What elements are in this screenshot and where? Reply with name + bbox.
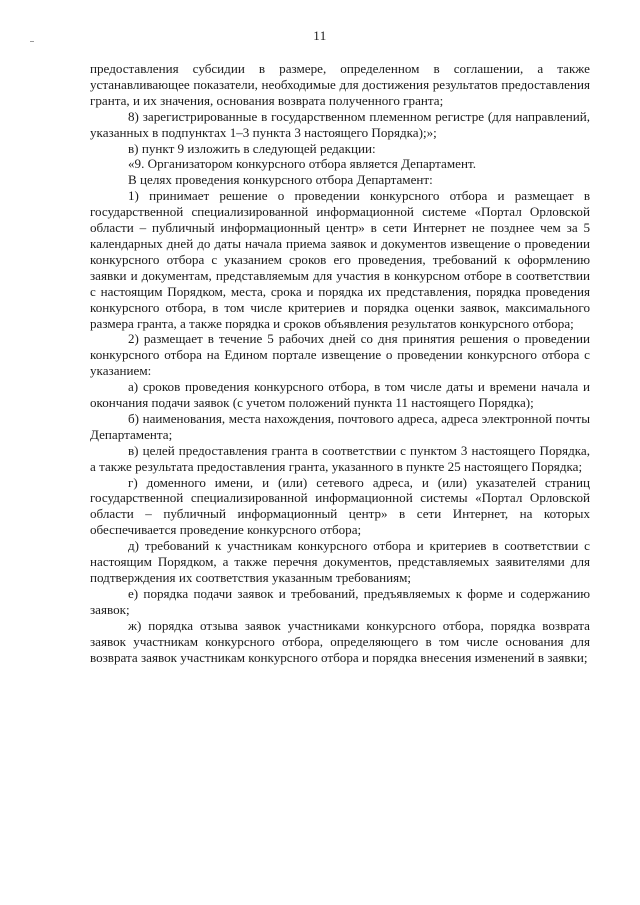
paragraph: е) порядка подачи заявок и требований, предъявляемых к форме и содержанию заявок; xyxy=(90,585,590,617)
document-body xyxy=(90,61,590,665)
paragraph: г) доменного имени, и (или) сетевого адреса, и (или) указателей страниц государственной специализированной информационной системы «Портал Орловской области – публичный информационный центр» в сети Интернет, на которых обеспечивается проведение конкурсного отбора; xyxy=(90,474,590,538)
paragraph: а) сроков проведения конкурсного отбора, в том числе даты и времени начала и окончания подачи заявок (с учетом положений пункта 11 настоящего Порядка); xyxy=(90,379,590,411)
paragraph: 8) зарегистрированные в государственном племенном регистре (для направлений, указанных в подпунктах 1–3 пункта 3 настоящего Порядка);»; xyxy=(90,108,590,140)
paragraph: предоставления субсидии в размере, определенном в соглашении, а также устанавливающее показатели, необходимые для достижения результатов предоставления гранта, и их значения, основания возврата полученного гранта; xyxy=(90,61,590,108)
paragraph: 1) принимает решение о проведении конкурсного отбора и размещает в государственной специализированной информационной системе «Портал Орловской области – публичный информационный центр» в сети Интернет не позднее чем за 5 календарных дней до даты начала приема заявок и документов извещение о проведении конкурсного отбора с указанием сроков его проведения, требований к оформлению заявки и документам, представляемым для участия в конкурсном отборе в соответствии с настоящим Порядком, места, срока и порядка их представления, порядка проведения конкурсного отбора, в том числе критериев и порядка оценки заявок, максимального размера гранта, а также порядка и сроков объявления результатов конкурсного отбора; xyxy=(90,188,590,331)
paragraph: 2) размещает в течение 5 рабочих дней со дня принятия решения о проведении конкурсного отбора на Едином портале извещение о проведении конкурсного отбора с указанием: xyxy=(90,331,590,379)
page-number: 11 xyxy=(313,28,327,43)
paragraph: ж) порядка отзыва заявок участниками конкурсного отбора, порядка возврата заявок участникам конкурсного отбора, определяющего в том числе основания для возврата заявок участникам конкурсного отбора и порядка внесения изменений в заявки; xyxy=(90,617,590,665)
paragraph: «9. Организатором конкурсного отбора является Департамент. xyxy=(128,156,476,172)
paragraph: в) целей предоставления гранта в соответствии с пунктом 3 настоящего Порядка, а также результата предоставления гранта, указанного в пункте 25 настоящего Порядка; xyxy=(90,442,590,474)
paragraph: д) требований к участникам конкурсного отбора и критериев в соответствии с настоящим Порядком, а также перечня документов, представляемых заявителями для подтверждения их соответствия указанным требованиям; xyxy=(90,538,590,585)
paragraph: б) наименования, места нахождения, почтового адреса, адреса электронной почты Департамента; xyxy=(90,410,590,442)
paragraph: В целях проведения конкурсного отбора Департамент: xyxy=(128,172,433,188)
paragraph: в) пункт 9 изложить в следующей редакции: xyxy=(128,140,376,156)
